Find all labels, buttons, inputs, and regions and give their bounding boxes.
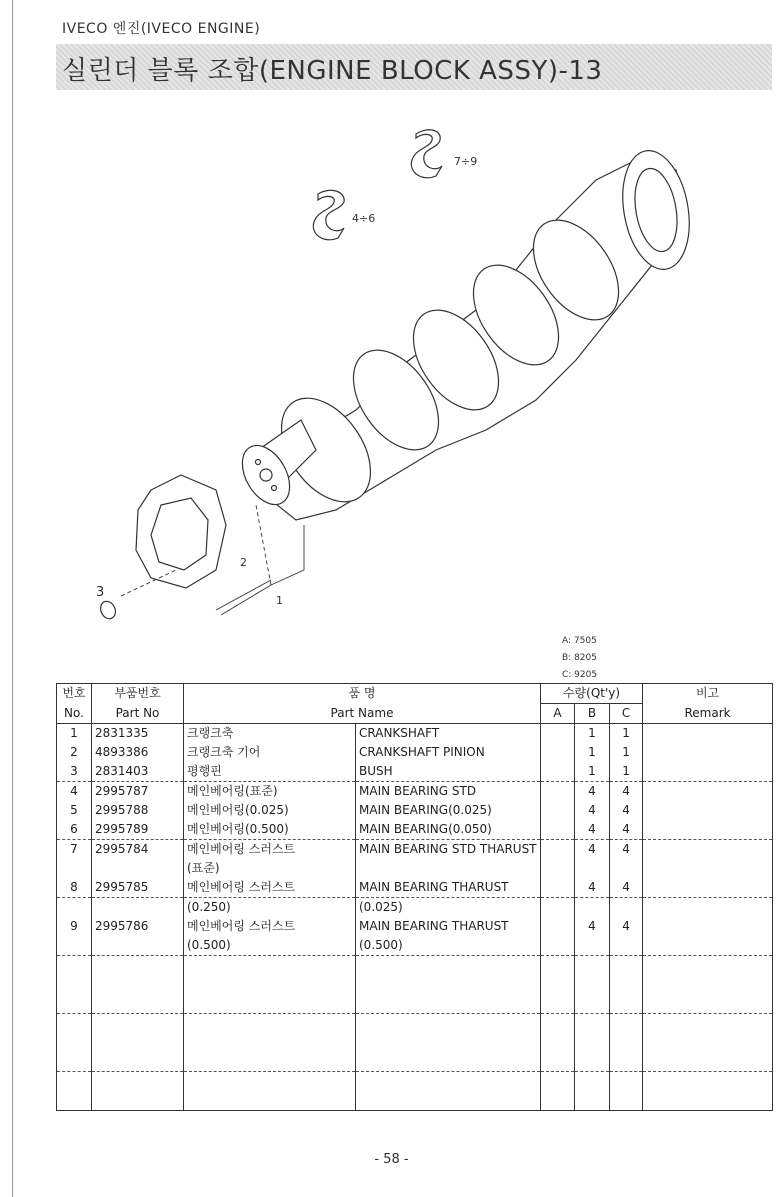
part-number	[92, 994, 184, 1014]
qty-a	[541, 878, 575, 898]
remark	[643, 1014, 773, 1034]
part-name-en: CRANKSHAFT PINION	[356, 743, 541, 762]
part-number	[92, 859, 184, 878]
part-name-en: MAIN BEARING STD THARUST	[356, 840, 541, 860]
part-name-ko: 메인베어링(0.025)	[184, 801, 356, 820]
part-name-en	[356, 1072, 541, 1092]
part-name-en	[356, 994, 541, 1014]
part-name-ko	[184, 1091, 356, 1111]
qty-c	[610, 1072, 643, 1092]
qty-c: 4	[610, 801, 643, 820]
qty-b	[575, 994, 610, 1014]
remark	[643, 743, 773, 762]
part-name-en	[356, 1014, 541, 1034]
qty-a	[541, 975, 575, 994]
qty-c	[610, 975, 643, 994]
qty-b	[575, 898, 610, 918]
qty-c	[610, 994, 643, 1014]
col-remark-en: Remark	[643, 704, 773, 724]
legend-a: A: 7505	[562, 636, 597, 646]
part-name-ko	[184, 1033, 356, 1052]
table-row	[57, 840, 773, 860]
col-part-no-en: Part No	[92, 704, 184, 724]
table-row	[57, 1014, 773, 1034]
qty-b: 4	[575, 917, 610, 936]
qty-b	[575, 1091, 610, 1111]
part-name-en: MAIN BEARING THARUST	[356, 917, 541, 936]
qty-b: 4	[575, 782, 610, 802]
page-edge-rule	[12, 0, 13, 1197]
qty-a	[541, 762, 575, 782]
table-row	[57, 936, 773, 956]
part-name-ko	[184, 956, 356, 976]
part-index: 5	[57, 801, 92, 820]
qty-b	[575, 956, 610, 976]
qty-b: 1	[575, 762, 610, 782]
part-name-ko	[184, 994, 356, 1014]
label-2: 2	[240, 556, 247, 569]
table-row	[57, 801, 773, 820]
main-bearing-shells	[313, 190, 344, 240]
part-index	[57, 1072, 92, 1092]
qty-a	[541, 956, 575, 976]
part-index: 9	[57, 917, 92, 936]
remark	[643, 1052, 773, 1072]
table-row	[57, 1091, 773, 1111]
parts-table-body	[57, 724, 773, 1111]
col-no-ko: 번호	[57, 684, 92, 704]
remark	[643, 724, 773, 744]
part-index: 8	[57, 878, 92, 898]
part-index	[57, 975, 92, 994]
qty-c	[610, 859, 643, 878]
part-name-ko: (0.250)	[184, 898, 356, 918]
part-index	[57, 1091, 92, 1111]
remark	[643, 936, 773, 956]
thrust-bearing-shells	[411, 130, 442, 178]
table-row	[57, 724, 773, 744]
legend-c: C: 9205	[562, 670, 598, 680]
part-number	[92, 898, 184, 918]
qty-c	[610, 956, 643, 976]
legend-b: B: 8205	[562, 653, 597, 663]
part-index	[57, 898, 92, 918]
part-name-en: MAIN BEARING STD	[356, 782, 541, 802]
qty-b	[575, 859, 610, 878]
qty-b	[575, 1033, 610, 1052]
part-number: 2995787	[92, 782, 184, 802]
qty-c: 4	[610, 820, 643, 840]
qty-b	[575, 1072, 610, 1092]
remark	[643, 1072, 773, 1092]
part-name-ko	[184, 1072, 356, 1092]
part-name-ko: 메인베어링 스러스트	[184, 878, 356, 898]
qty-c: 1	[610, 743, 643, 762]
remark	[643, 1033, 773, 1052]
col-name-ko: 품 명	[184, 684, 541, 704]
page-title: 실린더 블록 조합(ENGINE BLOCK ASSY)-13	[62, 56, 603, 86]
qty-b	[575, 975, 610, 994]
table-header-row-ko	[57, 684, 773, 704]
remark	[643, 859, 773, 878]
part-index: 2	[57, 743, 92, 762]
col-no-en: No.	[57, 704, 92, 724]
table-row	[57, 956, 773, 976]
table-row	[57, 878, 773, 898]
part-number	[92, 1072, 184, 1092]
part-number	[92, 956, 184, 976]
qty-c	[610, 1033, 643, 1052]
part-index: 6	[57, 820, 92, 840]
remark	[643, 975, 773, 994]
part-index: 7	[57, 840, 92, 860]
qty-c: 4	[610, 840, 643, 860]
qty-b: 1	[575, 743, 610, 762]
bush	[98, 599, 118, 621]
part-name-en: MAIN BEARING(0.025)	[356, 801, 541, 820]
label-4-6: 4÷6	[352, 212, 376, 225]
remark	[643, 917, 773, 936]
label-3: 3	[96, 585, 105, 600]
col-qty-ko: 수량(Qt'y)	[541, 684, 643, 704]
qty-a	[541, 840, 575, 860]
part-number: 2831403	[92, 762, 184, 782]
qty-a	[541, 1014, 575, 1034]
part-number: 2831335	[92, 724, 184, 744]
page-number: - 58 -	[374, 1152, 409, 1167]
qty-b: 4	[575, 878, 610, 898]
remark	[643, 820, 773, 840]
qty-a	[541, 1052, 575, 1072]
qty-c	[610, 1091, 643, 1111]
qty-a	[541, 1091, 575, 1111]
qty-a	[541, 859, 575, 878]
part-number	[92, 975, 184, 994]
qty-c	[610, 936, 643, 956]
table-row	[57, 917, 773, 936]
part-name-ko: 메인베어링 스러스트	[184, 840, 356, 860]
part-number: 4893386	[92, 743, 184, 762]
crankshaft-exploded-diagram	[56, 110, 772, 630]
part-name-ko: 크랭크축	[184, 724, 356, 744]
table-row	[57, 859, 773, 878]
part-name-en	[356, 1091, 541, 1111]
table-row	[57, 743, 773, 762]
qty-a	[541, 1072, 575, 1092]
qty-a	[541, 1033, 575, 1052]
remark	[643, 878, 773, 898]
qty-b	[575, 936, 610, 956]
remark	[643, 801, 773, 820]
part-number: 2995789	[92, 820, 184, 840]
qty-c	[610, 1052, 643, 1072]
part-name-en	[356, 975, 541, 994]
remark	[643, 762, 773, 782]
part-index: 4	[57, 782, 92, 802]
qty-a	[541, 801, 575, 820]
qty-a	[541, 936, 575, 956]
qty-b	[575, 1052, 610, 1072]
part-number	[92, 936, 184, 956]
col-qty-c: C	[610, 704, 643, 724]
remark	[643, 956, 773, 976]
qty-a	[541, 820, 575, 840]
part-name-ko	[184, 1014, 356, 1034]
part-name-en	[356, 1033, 541, 1052]
qty-a	[541, 724, 575, 744]
table-row	[57, 898, 773, 918]
part-number: 2995786	[92, 917, 184, 936]
table-row	[57, 1033, 773, 1052]
part-name-ko: 평행핀	[184, 762, 356, 782]
qty-c: 4	[610, 878, 643, 898]
table-row	[57, 820, 773, 840]
qty-b: 4	[575, 820, 610, 840]
part-index	[57, 1052, 92, 1072]
part-number	[92, 1052, 184, 1072]
part-index	[57, 1033, 92, 1052]
qty-a	[541, 994, 575, 1014]
part-index	[57, 994, 92, 1014]
part-name-en: CRANKSHAFT	[356, 724, 541, 744]
table-row	[57, 994, 773, 1014]
qty-c: 4	[610, 917, 643, 936]
qty-c	[610, 898, 643, 918]
part-name-ko: 메인베어링(0.500)	[184, 820, 356, 840]
col-part-no-ko: 부품번호	[92, 684, 184, 704]
part-name-ko: (0.500)	[184, 936, 356, 956]
part-index	[57, 859, 92, 878]
qty-c: 1	[610, 762, 643, 782]
table-header-row-en	[57, 704, 773, 724]
part-number	[92, 1091, 184, 1111]
qty-c: 1	[610, 724, 643, 744]
qty-b: 1	[575, 724, 610, 744]
qty-b: 4	[575, 840, 610, 860]
qty-a	[541, 917, 575, 936]
part-number	[92, 1033, 184, 1052]
qty-b: 4	[575, 801, 610, 820]
remark	[643, 994, 773, 1014]
section-title: IVECO 엔진(IVECO ENGINE)	[62, 21, 261, 37]
table-row	[57, 762, 773, 782]
remark	[643, 840, 773, 860]
part-index	[57, 956, 92, 976]
remark	[643, 1091, 773, 1111]
part-number: 2995784	[92, 840, 184, 860]
qty-b	[575, 1014, 610, 1034]
qty-c: 4	[610, 782, 643, 802]
col-remark-ko: 비고	[643, 684, 773, 704]
table-row	[57, 1052, 773, 1072]
col-name-en: Part Name	[184, 704, 541, 724]
part-name-ko	[184, 1052, 356, 1072]
part-number	[92, 1014, 184, 1034]
parts-table	[56, 683, 773, 1111]
table-row	[57, 975, 773, 994]
qty-a	[541, 782, 575, 802]
part-index: 3	[57, 762, 92, 782]
part-name-ko	[184, 975, 356, 994]
part-index: 1	[57, 724, 92, 744]
part-name-en: MAIN BEARING(0.050)	[356, 820, 541, 840]
part-name-en	[356, 1052, 541, 1072]
qty-c	[610, 1014, 643, 1034]
part-index	[57, 1014, 92, 1034]
part-name-ko: 크랭크축 기어	[184, 743, 356, 762]
table-row	[57, 1072, 773, 1092]
part-name-en: MAIN BEARING THARUST	[356, 878, 541, 898]
col-qty-b: B	[575, 704, 610, 724]
part-name-ko: 메인베어링 스러스트	[184, 917, 356, 936]
part-name-en: BUSH	[356, 762, 541, 782]
part-name-en: (0.500)	[356, 936, 541, 956]
part-name-ko: (표준)	[184, 859, 356, 878]
part-name-en	[356, 956, 541, 976]
remark	[643, 782, 773, 802]
part-number: 2995785	[92, 878, 184, 898]
label-1: 1	[276, 594, 283, 607]
qty-a	[541, 898, 575, 918]
qty-a	[541, 743, 575, 762]
part-name-en	[356, 859, 541, 878]
table-row	[57, 782, 773, 802]
part-index	[57, 936, 92, 956]
part-name-en: (0.025)	[356, 898, 541, 918]
label-7-9: 7÷9	[454, 155, 478, 168]
remark	[643, 898, 773, 918]
part-number: 2995788	[92, 801, 184, 820]
col-qty-a: A	[541, 704, 575, 724]
part-name-ko: 메인베어링(표준)	[184, 782, 356, 802]
